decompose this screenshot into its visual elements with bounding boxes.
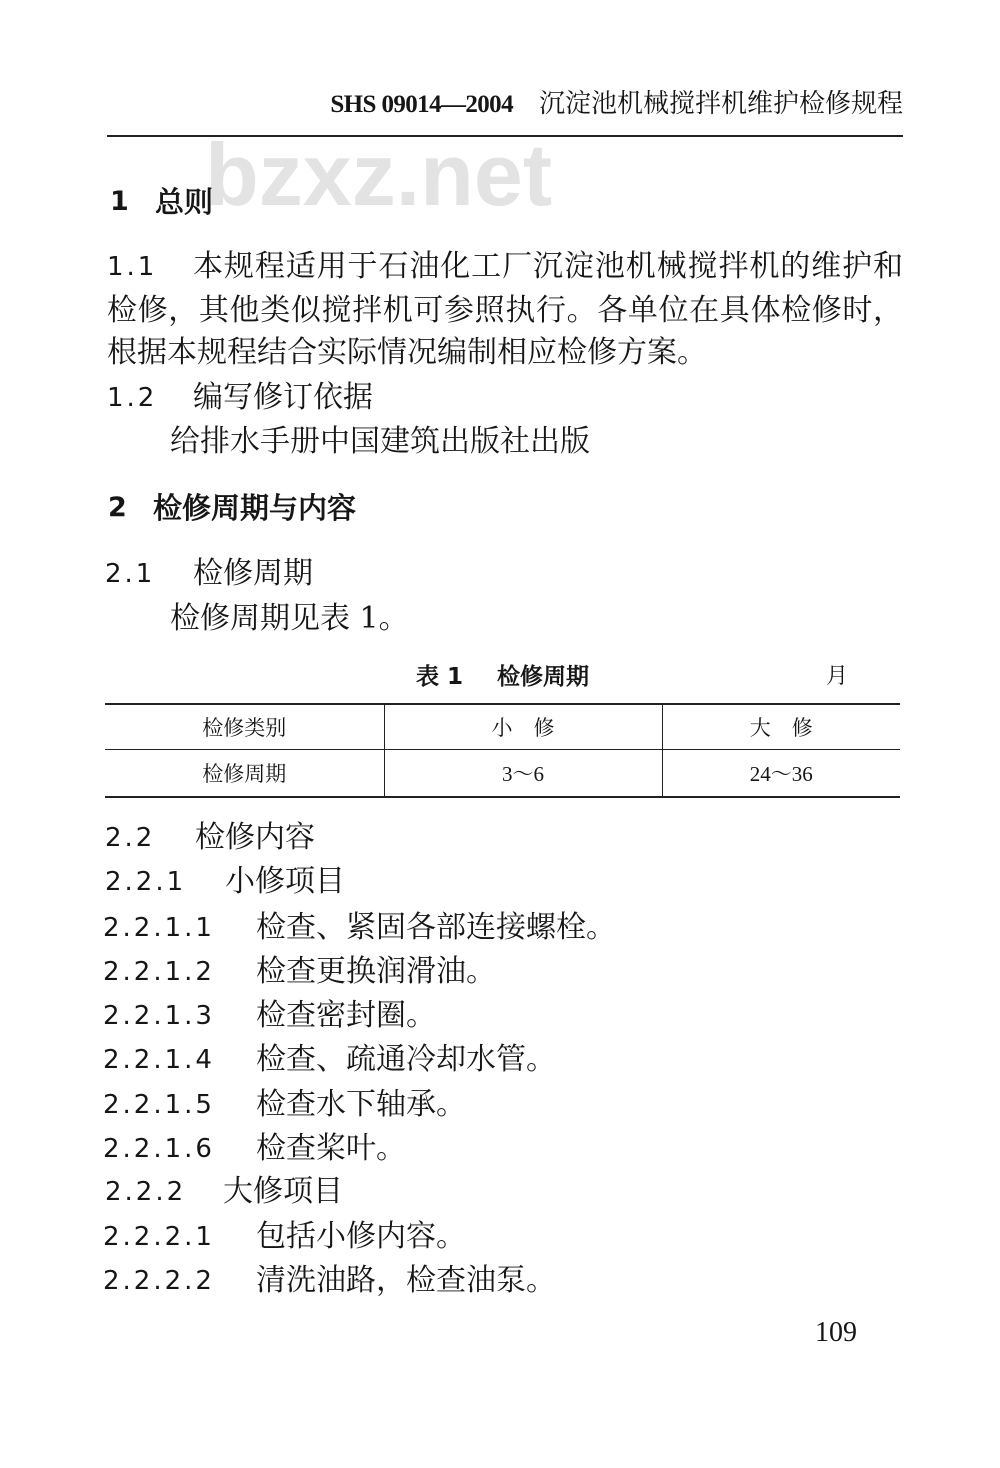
table-label: 表 1	[415, 664, 463, 690]
paragraph-line: 给排水手册中国建筑出版社出版	[170, 424, 590, 459]
item-number: 2.2.1.3	[103, 1001, 215, 1031]
clause-number: 2.2.2	[105, 1177, 187, 1207]
clause-2-2-2	[0, 1172, 1000, 1212]
clause-number: 2.2	[105, 823, 156, 853]
item-number: 2.2.1.6	[103, 1134, 215, 1164]
clause-number: 1.1	[107, 252, 158, 282]
item-text: 包括小修内容。	[256, 1219, 466, 1254]
item-text: 检查密封圈。	[256, 998, 436, 1033]
item-text: 检查桨叶。	[256, 1131, 406, 1166]
table-header-cell: 小 修	[384, 704, 662, 750]
running-header	[330, 86, 903, 122]
item-number: 2.2.1.1	[103, 913, 215, 943]
clause-1-1-continuation	[0, 291, 1000, 331]
list-item	[0, 1217, 1000, 1257]
item-number: 2.2.2.1	[103, 1222, 215, 1252]
table-row	[105, 750, 900, 798]
clause-number: 1.2	[107, 383, 158, 413]
table-caption	[105, 660, 900, 694]
list-item	[0, 1040, 1000, 1080]
maintenance-period-table	[105, 703, 900, 798]
item-number: 2.2.1.2	[103, 957, 215, 987]
clause-number: 2.1	[105, 559, 156, 589]
table-cell: 检修周期	[105, 750, 384, 798]
clause-title: 检修内容	[195, 820, 315, 855]
table-unit: 月	[826, 664, 849, 689]
watermark: bzxz.net	[205, 125, 553, 224]
section-title: 检修周期与内容	[153, 491, 357, 525]
clause-1-1-continuation	[0, 333, 1000, 373]
paragraph-line: 根据本规程结合实际情况编制相应检修方案。	[107, 335, 707, 370]
standard-title: 沉淀池机械搅拌机维护检修规程	[538, 89, 903, 119]
item-number: 2.2.2.2	[103, 1266, 215, 1296]
paragraph-line: 本规程适用于石油化工厂沉淀池机械搅拌机的维护和	[193, 249, 903, 284]
item-number: 2.2.1.4	[103, 1045, 215, 1075]
table-cell: 3～6	[384, 750, 662, 798]
list-item	[0, 908, 1000, 948]
clause-title: 检修周期	[193, 556, 313, 591]
section-number: 2	[108, 492, 127, 523]
list-item	[0, 952, 1000, 992]
table-cell: 24～36	[662, 750, 900, 798]
list-item	[0, 1261, 1000, 1301]
clause-1-1	[0, 247, 1000, 287]
clause-2-2-1	[0, 862, 1000, 902]
table-header-row	[105, 704, 900, 750]
page-number: 109	[815, 1317, 857, 1348]
paragraph-line: 检修周期见表 1。	[170, 601, 409, 636]
section-1-heading	[0, 182, 1000, 222]
table-title: 检修周期	[497, 664, 589, 690]
section-2-heading	[0, 488, 1000, 528]
clause-1-2-body	[0, 422, 1000, 462]
clause-2-1	[0, 554, 1000, 594]
clause-number: 2.2.1	[105, 867, 187, 897]
section-number: 1	[110, 186, 129, 217]
clause-title: 编写修订依据	[193, 380, 373, 415]
item-text: 检查更换润滑油。	[256, 954, 496, 989]
item-number: 2.2.1.5	[103, 1090, 215, 1120]
item-text: 清洗油路，检查油泵。	[256, 1263, 556, 1298]
list-item	[0, 1085, 1000, 1125]
paragraph-line: 检修，其他类似搅拌机可参照执行。各单位在具体检修时，	[107, 293, 903, 328]
table-header-cell: 大 修	[662, 704, 900, 750]
clause-2-2	[0, 818, 1000, 858]
section-title: 总则	[155, 185, 214, 219]
clause-title: 小修项目	[225, 864, 345, 899]
standard-code: SHS 09014—2004	[330, 91, 513, 118]
clause-2-1-body	[0, 599, 1000, 639]
item-text: 检查、疏通冷却水管。	[256, 1042, 556, 1077]
clause-1-2	[0, 378, 1000, 418]
list-item	[0, 996, 1000, 1036]
list-item	[0, 1129, 1000, 1169]
clause-title: 大修项目	[223, 1174, 343, 1209]
item-text: 检查、紧固各部连接螺栓。	[256, 910, 616, 945]
table-header-cell: 检修类别	[105, 704, 384, 750]
item-text: 检查水下轴承。	[256, 1087, 466, 1122]
